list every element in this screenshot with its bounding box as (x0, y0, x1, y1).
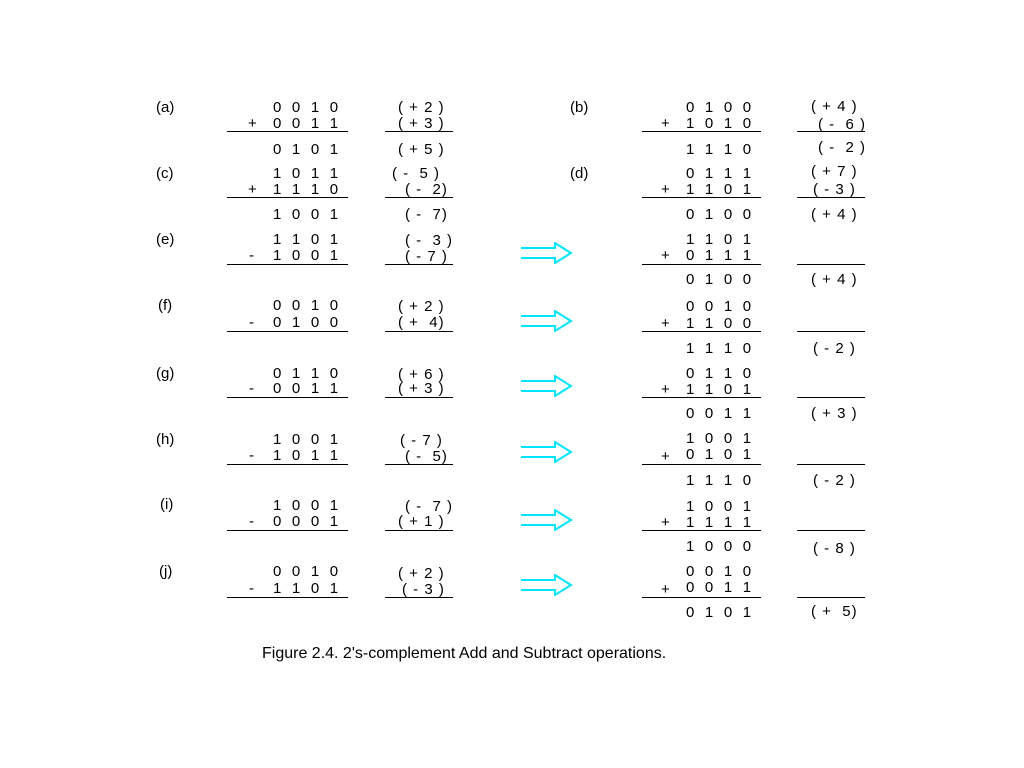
converted-result-j: 0 1 0 1 (686, 604, 755, 621)
operand-bottom-j: 1 1 0 1 (273, 580, 342, 597)
converted-top-f: 0 0 1 0 (686, 298, 755, 315)
decimal-rule-i (385, 530, 453, 531)
operator-i: - (249, 513, 254, 530)
problem-label-f: (f) (158, 297, 173, 314)
operand-top-b: 0 1 0 0 (686, 99, 755, 116)
decimal-rule-j (385, 597, 453, 598)
converted-decimal-rule-i (797, 530, 865, 531)
operator-f: - (249, 314, 254, 331)
problem-label-j: (j) (159, 563, 173, 580)
converted-decimal-result-e: ( + 4 ) (811, 271, 858, 288)
decimal-result-d: ( + 4 ) (811, 206, 858, 223)
arrow-right-icon (519, 509, 573, 531)
converted-bottom-i: 1 1 1 1 (686, 514, 755, 531)
operator-a: + (248, 115, 257, 132)
decimal-bottom-c: ( - 2) (405, 181, 448, 198)
decimal-top-g: ( + 6 ) (398, 366, 445, 383)
arrow-right-icon (519, 441, 573, 463)
operand-bottom-e: 1 0 0 1 (273, 247, 342, 264)
operand-top-h: 1 0 0 1 (273, 431, 342, 448)
sum-rule-i (227, 530, 348, 531)
converted-decimal-result-f: ( - 2 ) (813, 340, 856, 357)
converted-top-h: 1 0 0 1 (686, 430, 755, 447)
converted-decimal-result-h: ( - 2 ) (813, 472, 856, 489)
decimal-rule-e (385, 264, 453, 265)
operator-g: - (249, 380, 254, 397)
operand-top-d: 0 1 1 1 (686, 165, 755, 182)
decimal-rule-h (385, 464, 453, 465)
converted-top-e: 1 1 0 1 (686, 231, 755, 248)
decimal-bottom-e: ( - 7 ) (405, 248, 448, 265)
converted-operator-f: + (661, 315, 670, 332)
operand-top-c: 1 0 1 1 (273, 165, 342, 182)
operand-bottom-f: 0 1 0 0 (273, 314, 342, 331)
converted-result-f: 1 1 1 0 (686, 340, 755, 357)
decimal-bottom-b: ( - 6 ) (818, 116, 866, 133)
converted-decimal-result-i: ( - 8 ) (813, 540, 856, 557)
sum-rule-b (642, 131, 761, 132)
converted-operator-e: + (661, 247, 670, 264)
converted-rule-i (642, 530, 761, 531)
result-c: 1 0 0 1 (273, 206, 342, 223)
result-b: 1 1 1 0 (686, 141, 755, 158)
converted-operator-i: + (661, 514, 670, 531)
decimal-result-b: ( - 2 ) (818, 139, 866, 156)
decimal-bottom-i: ( + 1 ) (398, 513, 445, 530)
arrow-right-icon (519, 242, 573, 264)
converted-bottom-f: 1 1 0 0 (686, 315, 755, 332)
sum-rule-h (227, 464, 348, 465)
operand-bottom-b: 1 0 1 0 (686, 115, 755, 132)
converted-rule-g (642, 397, 761, 398)
operand-bottom-d: 1 1 0 1 (686, 181, 755, 198)
decimal-rule-g (385, 397, 453, 398)
decimal-rule-a (385, 131, 453, 132)
operand-top-a: 0 0 1 0 (273, 99, 342, 116)
decimal-bottom-g: ( + 3 ) (398, 380, 445, 397)
converted-decimal-result-g: ( + 3 ) (811, 405, 858, 422)
converted-bottom-j: 0 0 1 1 (686, 579, 755, 596)
converted-bottom-g: 1 1 0 1 (686, 381, 755, 398)
decimal-rule-f (385, 331, 453, 332)
decimal-top-h: ( - 7 ) (400, 432, 443, 449)
converted-operator-j: + (661, 581, 670, 598)
figure-caption: Figure 2.4. 2's-complement Add and Subtract operations. (262, 645, 667, 662)
decimal-top-b: ( + 4 ) (811, 98, 858, 115)
sum-rule-g (227, 397, 348, 398)
problem-label-b: (b) (570, 99, 589, 116)
decimal-bottom-f: ( + 4) (398, 314, 445, 331)
problem-label-e: (e) (156, 231, 175, 248)
converted-bottom-h: 0 1 0 1 (686, 446, 755, 463)
problem-label-i: (i) (160, 496, 174, 513)
converted-result-h: 1 1 1 0 (686, 472, 755, 489)
converted-decimal-rule-h (797, 464, 865, 465)
sum-rule-f (227, 331, 348, 332)
sum-rule-e (227, 264, 348, 265)
decimal-top-f: ( + 2 ) (398, 298, 445, 315)
problem-label-d: (d) (570, 165, 589, 182)
operator-h: - (249, 447, 254, 464)
problem-label-a: (a) (156, 99, 175, 116)
sum-rule-j (227, 597, 348, 598)
operator-b: + (661, 115, 670, 132)
converted-bottom-e: 0 1 1 1 (686, 247, 755, 264)
problem-label-c: (c) (156, 165, 174, 182)
decimal-rule-b (797, 131, 865, 132)
converted-result-i: 1 0 0 0 (686, 538, 755, 555)
converted-rule-j (642, 597, 761, 598)
problem-label-g: (g) (156, 365, 175, 382)
decimal-top-j: ( + 2 ) (398, 565, 445, 582)
decimal-bottom-a: ( + 3 ) (398, 115, 445, 132)
decimal-top-a: ( + 2 ) (398, 99, 445, 116)
operand-bottom-i: 0 0 0 1 (273, 513, 342, 530)
problem-label-h: (h) (156, 431, 175, 448)
operator-d: + (661, 181, 670, 198)
arrow-right-icon (519, 574, 573, 596)
decimal-rule-c (385, 197, 453, 198)
converted-operator-g: + (661, 381, 670, 398)
decimal-bottom-j: ( - 3 ) (402, 581, 445, 598)
converted-top-j: 0 0 1 0 (686, 563, 755, 580)
converted-decimal-rule-f (797, 331, 865, 332)
converted-rule-f (642, 331, 761, 332)
decimal-top-d: ( + 7 ) (811, 163, 858, 180)
decimal-bottom-h: ( - 5) (405, 448, 448, 465)
operand-bottom-g: 0 0 1 1 (273, 380, 342, 397)
arrow-right-icon (519, 375, 573, 397)
converted-rule-h (642, 464, 761, 465)
operator-e: - (249, 247, 254, 264)
decimal-result-c: ( - 7) (405, 206, 448, 223)
decimal-result-a: ( + 5 ) (398, 141, 445, 158)
operand-top-j: 0 0 1 0 (273, 563, 342, 580)
operand-bottom-h: 1 0 1 1 (273, 447, 342, 464)
sum-rule-c (227, 197, 348, 198)
converted-decimal-rule-j (797, 597, 865, 598)
decimal-top-c: ( - 5 ) (392, 165, 440, 182)
converted-rule-e (642, 264, 761, 265)
converted-decimal-result-j: ( + 5) (811, 603, 858, 620)
decimal-rule-d (797, 197, 865, 198)
result-d: 0 1 0 0 (686, 206, 755, 223)
operator-c: + (248, 181, 257, 198)
operand-bottom-a: 0 0 1 1 (273, 115, 342, 132)
operand-top-i: 1 0 0 1 (273, 497, 342, 514)
converted-decimal-rule-e (797, 264, 865, 265)
operator-j: - (249, 580, 254, 597)
converted-top-g: 0 1 1 0 (686, 365, 755, 382)
decimal-top-e: ( - 3 ) (405, 232, 453, 249)
decimal-top-i: ( - 7 ) (405, 498, 453, 515)
operand-bottom-c: 1 1 1 0 (273, 181, 342, 198)
sum-rule-d (642, 197, 761, 198)
converted-result-e: 0 1 0 0 (686, 271, 755, 288)
operand-top-e: 1 1 0 1 (273, 231, 342, 248)
converted-top-i: 1 0 0 1 (686, 498, 755, 515)
converted-decimal-rule-g (797, 397, 865, 398)
decimal-bottom-d: ( - 3 ) (813, 181, 856, 198)
converted-operator-h: + (661, 448, 670, 465)
result-a: 0 1 0 1 (273, 141, 342, 158)
operand-top-g: 0 1 1 0 (273, 365, 342, 382)
operand-top-f: 0 0 1 0 (273, 297, 342, 314)
arrow-right-icon (519, 310, 573, 332)
sum-rule-a (227, 131, 348, 132)
converted-result-g: 0 0 1 1 (686, 405, 755, 422)
